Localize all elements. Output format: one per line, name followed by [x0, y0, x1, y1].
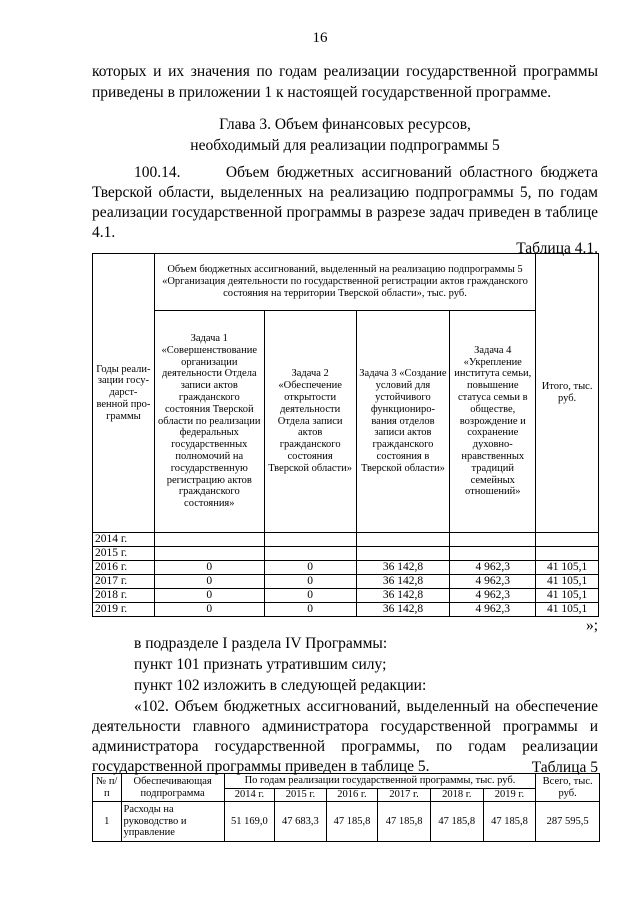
- header-budget-group: Объем бюджетных ассигнований, выделенный на реализацию подпрограммы 5 «Организация деятельности по государственной регистрации актов гражданского состояния на территории Тверской области», тыс. руб.: [154, 254, 535, 311]
- header-num: № п/п: [93, 774, 122, 802]
- paragraph-102: «102. Объем бюджетных ассигнований, выделенный на обеспечение деятельности главного администратора государственной программы и администратора государственной программы, по годам реализации государственной программы приведен в таблице 5.: [92, 698, 598, 775]
- table5-label: Таблица 5: [531, 759, 598, 776]
- header-task-2: Задача 2 «Обеспечение открытости деятельности Отдела записи актов гражданского состояния Тверской области»: [264, 311, 356, 533]
- table-row: 2019 г. 0 0 36 142,8 4 962,3 41 105,1: [93, 603, 599, 617]
- paragraph-100-14: 100.14. Объем бюджетных ассигнований областного бюджета Тверской области, выделенных на реализацию подпрограммы 5, по годам реализации государственной программы в разрезе задач приведен в таблице 4.1.: [92, 164, 602, 241]
- table-row: 2018 г. 0 0 36 142,8 4 962,3 41 105,1: [93, 589, 599, 603]
- header-year: 2014 г.: [224, 789, 274, 802]
- header-year: 2016 г.: [326, 789, 378, 802]
- table-row: 2016 г. 0 0 36 142,8 4 962,3 41 105,1: [93, 561, 599, 575]
- table-4-1: [92, 253, 599, 617]
- header-years: Годы реали-зации госу-дарст-венной про-граммы: [93, 254, 155, 533]
- header-subprogram: Обеспечивающая подпрограмма: [121, 774, 224, 802]
- header-total: Итого, тыс. руб.: [536, 254, 599, 533]
- table-row: 2015 г.: [93, 547, 599, 561]
- chapter-title-line-1: Глава 3. Объем финансовых ресурсов,: [219, 116, 471, 133]
- table-5: [92, 773, 600, 842]
- chapter-title-line-2: необходимый для реализации подпрограммы 5: [190, 137, 500, 154]
- text-point-102: пункт 102 изложить в следующей редакции:: [134, 677, 427, 694]
- table41-close-quote: »;: [585, 617, 598, 634]
- header-task-1: Задача 1 «Совершенствование организации деятельности Отдела записи актов гражданского состояния Тверской области по реализации федеральных государственных полномочий на государственную регистрацию актов гражданского состояния»: [154, 311, 264, 533]
- table-row: 2014 г.: [93, 533, 599, 547]
- header-year: 2017 г.: [378, 789, 431, 802]
- header-task-3: Задача 3 «Создание условий для устойчивого функциониро-вания отделов записи актов гражданского состояния в Тверской области»: [356, 311, 450, 533]
- text-point-101: пункт 101 признать утратившим силу;: [134, 656, 387, 673]
- header-year: 2019 г.: [483, 789, 536, 802]
- intro-line-1: которых и их значения по годам реализации государственной программы: [92, 63, 598, 80]
- page-number: 16: [312, 30, 328, 46]
- table-row: 2017 г. 0 0 36 142,8 4 962,3 41 105,1: [93, 575, 599, 589]
- header-years-group: По годам реализации государственной программы, тыс. руб.: [224, 774, 536, 789]
- intro-line-2: приведены в приложении 1 к настоящей государственной программе.: [92, 84, 552, 101]
- header-task-4: Задача 4 «Укрепление института семьи, повышение статуса семьи в обществе, возрождение и сохранение духовно-нравственных традиций семейных отношений»: [450, 311, 536, 533]
- header-total: Всего, тыс. руб.: [536, 774, 600, 802]
- table-row: 1 Расходы на руководство и управление 51 169,0 47 683,3 47 185,8 47 185,8 47 185,8 47 185,8 287 595,5: [93, 802, 600, 842]
- text-subsection: в подразделе I раздела IV Программы:: [134, 635, 388, 652]
- table41-label: Таблица 4.1.: [516, 240, 598, 257]
- header-year: 2018 г.: [430, 789, 483, 802]
- header-year: 2015 г.: [275, 789, 327, 802]
